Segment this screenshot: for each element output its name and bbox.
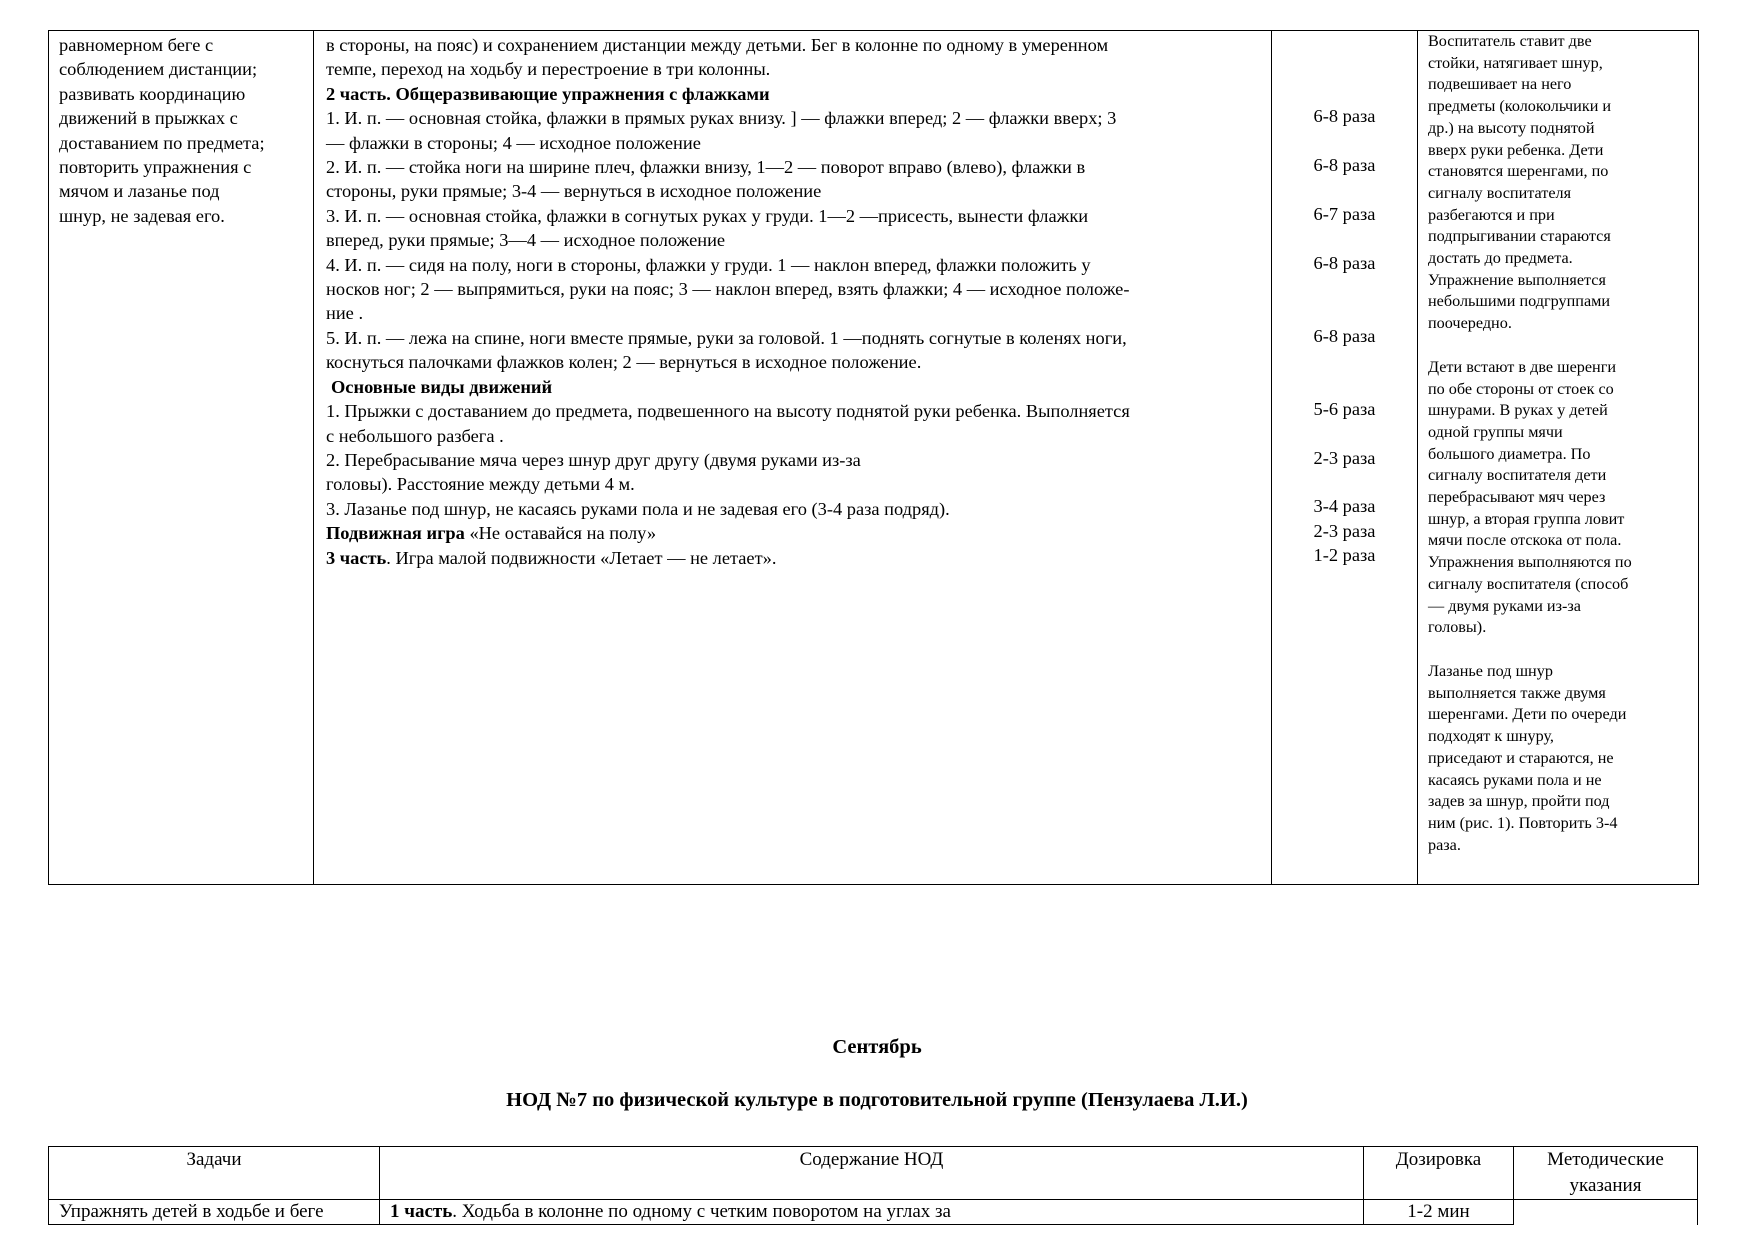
exercise-5-line: коснуться палочками флажков колен; 2 — вернуться в исходное положение. (326, 352, 922, 373)
notes-line: ним (рис. 1). Повторить 3-4 (1428, 813, 1618, 832)
notes-line: головы). (1428, 618, 1487, 637)
part1-text: . Ходьба в колонне по одному с четким поворотом на углах за (452, 1201, 951, 1222)
notes-line: приседают и стараются, не (1428, 748, 1614, 767)
part1-label: 1 часть (390, 1201, 453, 1222)
methodical-notes-cell (1418, 31, 1699, 885)
notes-line: шеренгами. Дети по очереди (1428, 705, 1627, 724)
notes-line: вверх руки ребенка. Дети (1428, 140, 1604, 159)
lesson-plan-table-continued (48, 30, 1699, 885)
lesson-title: НОД №7 по физической культуре в подготовительной группе (Пензулаева Л.И.) (506, 1089, 1248, 1111)
dosage-value: 5-6 раза (1313, 398, 1376, 419)
movement-1-line: 1. Прыжки с доставанием до предмета, подвешенного на высоту поднятой руки ребенка. Выполняется (326, 401, 1130, 422)
notes-line: касаясь руками пола и не (1428, 770, 1602, 789)
notes-line: шнурами. В руках у детей (1428, 401, 1608, 420)
notes-line: Упражнения выполняются по (1428, 553, 1632, 572)
notes-line: шнур, а вторая группа ловит (1428, 509, 1625, 528)
notes-line: — двумя руками из-за (1428, 596, 1581, 615)
notes-line: раза. (1428, 835, 1461, 854)
tasks-line: повторить упражнения с (59, 157, 252, 178)
notes-line: выполняется также двумя (1428, 683, 1606, 702)
exercise-5-line: 5. И. п. — лежа на спине, ноги вместе прямые, руки за головой. 1 —поднять согнутые в коленях ноги, (326, 327, 1127, 348)
notes-line: небольшими подгруппами (1428, 292, 1611, 311)
notes-line: становятся шеренгами, по (1428, 162, 1609, 181)
notes-line: Упражнение выполняется (1428, 270, 1606, 289)
tasks-line: мячом и лазанье под (59, 181, 220, 202)
notes-line: достать до предмета. (1428, 249, 1573, 268)
notes-line: поочередно. (1428, 314, 1512, 333)
notes-line: разбегаются и при (1428, 205, 1555, 224)
part2-title: 2 часть. Общеразвивающие упражнения с флажками (326, 83, 770, 104)
content-cell (314, 31, 1272, 885)
dosage-value: 6-8 раза (1313, 252, 1376, 273)
movement-3-line: 3. Лазанье под шнур, не касаясь руками пола и не задевая его (3-4 раза подряд). (326, 498, 950, 519)
tasks-line: развивать координацию (59, 83, 246, 104)
tasks-line: равномерном беге с (59, 35, 214, 55)
exercise-3-line: 3. И. п. — основная стойка, флажки в согнутых руках у груди. 1—2 —присесть, вынести флажки (326, 205, 1089, 226)
intro-line: темпе, переход на ходьбу и перестроение в три колонны. (326, 59, 771, 80)
month-heading: Сентябрь (832, 1036, 922, 1058)
dosage-value: 2-3 раза (1313, 520, 1376, 541)
main-movements-title: Основные виды движений (331, 376, 553, 397)
header-methodical-notes: Методические указания (1514, 1147, 1698, 1200)
notes-line: предметы (колокольчики и (1428, 97, 1612, 116)
dosage-value: 3-4 раза (1313, 496, 1376, 517)
notes-line: подвешивает на него (1428, 75, 1572, 94)
notes-line: стойки, натягивает шнур, (1428, 53, 1603, 72)
notes-line: сигналу воспитателя (способ (1428, 574, 1629, 593)
exercise-4-line: носков ног; 2 — выпрямиться, руки на пояс; 3 — наклон вперед, взять флажки; 4 — исходное положе- (326, 279, 1130, 300)
tasks-cell: Упражнять детей в ходьбе и беге (49, 1200, 380, 1225)
exercise-4-line: 4. И. п. — сидя на полу, ноги в стороны, флажки у груди. 1 — наклон вперед, флажки положить у (326, 254, 1091, 275)
dosage-value: 1-2 раза (1313, 545, 1376, 566)
notes-line: мячи после отскока от пола. (1428, 531, 1622, 550)
lesson-plan-table (48, 1146, 1698, 1225)
notes-line: одной группы мячи (1428, 422, 1563, 441)
movement-2-line: 2. Перебрасывание мяча через шнур друг другу (двумя руками из-за (326, 449, 861, 470)
header-content: Содержание НОД (380, 1147, 1364, 1200)
notes-line: по обе стороны от стоек со (1428, 379, 1614, 398)
exercise-2-line: стороны, руки прямые; 3-4 — вернуться в исходное положение (326, 181, 822, 202)
part3-text: . Игра малой подвижности «Летает — не летает». (386, 547, 777, 568)
notes-line: Лазанье под шнур (1428, 661, 1553, 680)
dosage-cell: 1-2 мин (1364, 1200, 1514, 1225)
tasks-line: шнур, не задевая его. (59, 205, 225, 226)
outdoor-game-text: «Не оставайся на полу» (464, 523, 657, 544)
dosage-value: 6-8 раза (1313, 154, 1376, 175)
tasks-line: соблюдением дистанции; (59, 59, 258, 80)
header-tasks: Задачи (49, 1147, 380, 1200)
notes-line: сигналу воспитателя (1428, 183, 1572, 202)
outdoor-game-label: Подвижная игра (326, 523, 465, 544)
notes-line: сигналу воспитателя дети (1428, 466, 1607, 485)
notes-line: др.) на высоту поднятой (1428, 118, 1595, 137)
exercise-2-line: 2. И. п. — стойка ноги на ширине плеч, флажки внизу, 1—2 — поворот вправо (влево), флажки в (326, 157, 1086, 178)
header-dosage: Дозировка (1364, 1147, 1514, 1200)
intro-line: в стороны, на пояс) и сохранением дистанции между детьми. Бег в колонне по одному в умеренном (326, 35, 1109, 55)
exercise-4-line: ние . (326, 303, 364, 324)
notes-line: подпрыгивании стараются (1428, 227, 1611, 246)
part3-line (326, 546, 1261, 570)
tasks-line: доставанием по предмета; (59, 132, 265, 153)
tasks-line: движений в прыжках с (59, 108, 238, 129)
dosage-value: 2-3 раза (1313, 447, 1376, 468)
methodical-notes-cell (1514, 1200, 1698, 1225)
tasks-cell (49, 31, 314, 885)
dosage-value: 6-8 раза (1313, 106, 1376, 127)
notes-line: Дети встают в две шеренги (1428, 357, 1616, 376)
exercise-1-line: — флажки в стороны; 4 — исходное положение (326, 132, 701, 153)
outdoor-game-line (326, 521, 1261, 545)
content-cell (380, 1200, 1364, 1225)
exercise-1-line: 1. И. п. — основная стойка, флажки в прямых руках внизу. ] — флажки вперед; 2 — флажки вверх; 3 (326, 108, 1117, 129)
notes-line: перебрасывают мяч через (1428, 488, 1606, 507)
dosage-cell (1272, 31, 1418, 885)
notes-line: большого диаметра. По (1428, 444, 1591, 463)
table-row (49, 31, 1699, 885)
table-header-row (49, 1147, 1698, 1200)
movement-2-line: головы). Расстояние между детьми 4 м. (326, 474, 635, 495)
exercise-3-line: вперед, руки прямые; 3—4 — исходное положение (326, 230, 726, 251)
notes-line: задев за шнур, пройти под (1428, 792, 1610, 811)
movement-1-line: с небольшого разбега . (326, 425, 504, 446)
part3-label: 3 часть (326, 547, 387, 568)
table-row (49, 1200, 1698, 1225)
notes-line: Воспитатель ставит две (1428, 32, 1592, 50)
dosage-value: 6-8 раза (1313, 325, 1376, 346)
notes-line: подходят к шнуру, (1428, 727, 1554, 746)
dosage-value: 6-7 раза (1313, 203, 1376, 224)
